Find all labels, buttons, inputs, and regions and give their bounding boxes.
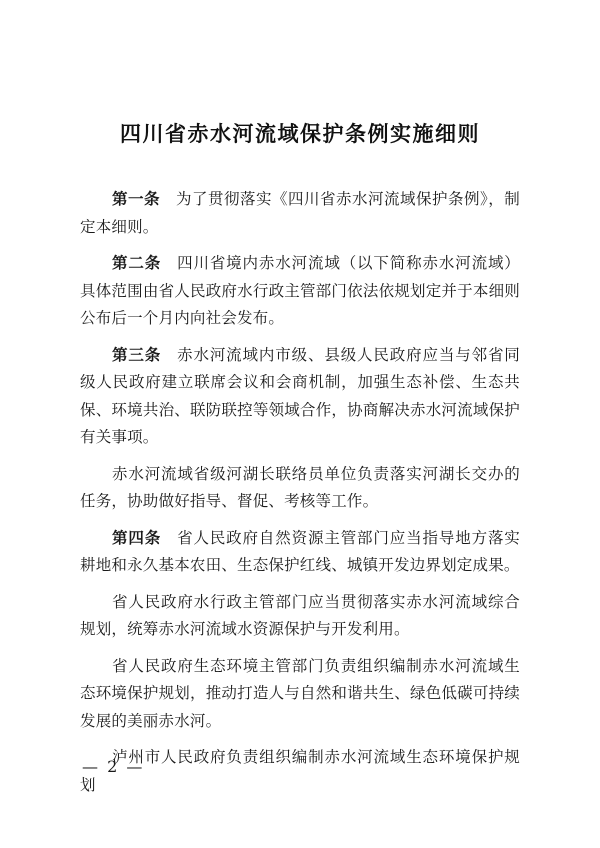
paragraph-article-4-water <box>80 589 520 644</box>
article-label: 第四条 <box>112 528 162 547</box>
paragraph-article-1 <box>80 186 520 241</box>
document-body <box>80 186 520 808</box>
paragraph-article-4-ecology <box>80 653 520 736</box>
paragraph-text: 省人民政府自然资源主管部门应当指导地方落实耕地和永久基本农田、生态保护红线、城镇开发边界划定成果。 <box>80 528 521 574</box>
page-number: — 2 — <box>82 757 145 776</box>
paragraph-text: 省人民政府水行政主管部门应当贯彻落实赤水河流域综合规划，统筹赤水河流域水资源保护与开发利用。 <box>80 592 520 638</box>
paragraph-article-3-cont <box>80 461 520 516</box>
paragraph-text: 赤水河流域省级河湖长联络员单位负责落实河湖长交办的任务，协助做好指导、督促、考核等工作。 <box>80 464 520 510</box>
article-label: 第二条 <box>112 254 162 272</box>
paragraph-text: 为了贯彻落实《四川省赤水河流域保护条例》，制定本细则。 <box>80 190 520 236</box>
paragraph-article-4 <box>80 525 520 580</box>
paragraph-article-3 <box>80 342 520 452</box>
paragraph-text: 省人民政府生态环境主管部门负责组织编制赤水河流域生态环境保护规划，推动打造人与自然和谐共生、绿色低碳可持续发展的美丽赤水河。 <box>80 656 520 730</box>
article-label: 第一条 <box>112 190 161 208</box>
document-title: 四川省赤水河流域保护条例实施细则 <box>120 122 480 146</box>
article-label: 第三条 <box>112 345 162 364</box>
paragraph-text: 四川省境内赤水河流域（以下简称赤水河流域）具体范围由省人民政府水行政主管部门依法依规划定并于本细则公布后一个月内向社会发布。 <box>80 254 521 327</box>
paragraph-article-4-luzhou <box>80 744 520 799</box>
paragraph-text: 赤水河流域内市级、县级人民政府应当与邻省同级人民政府建立联席会议和会商机制，加强生态补偿、生态共保、环境共治、联防联控等领域合作，协商解决赤水河流域保护有关事项。 <box>80 345 521 446</box>
paragraph-text: 泸州市人民政府负责组织编制赤水河流域生态环境保护规划 <box>80 748 520 794</box>
paragraph-article-2 <box>80 250 520 333</box>
